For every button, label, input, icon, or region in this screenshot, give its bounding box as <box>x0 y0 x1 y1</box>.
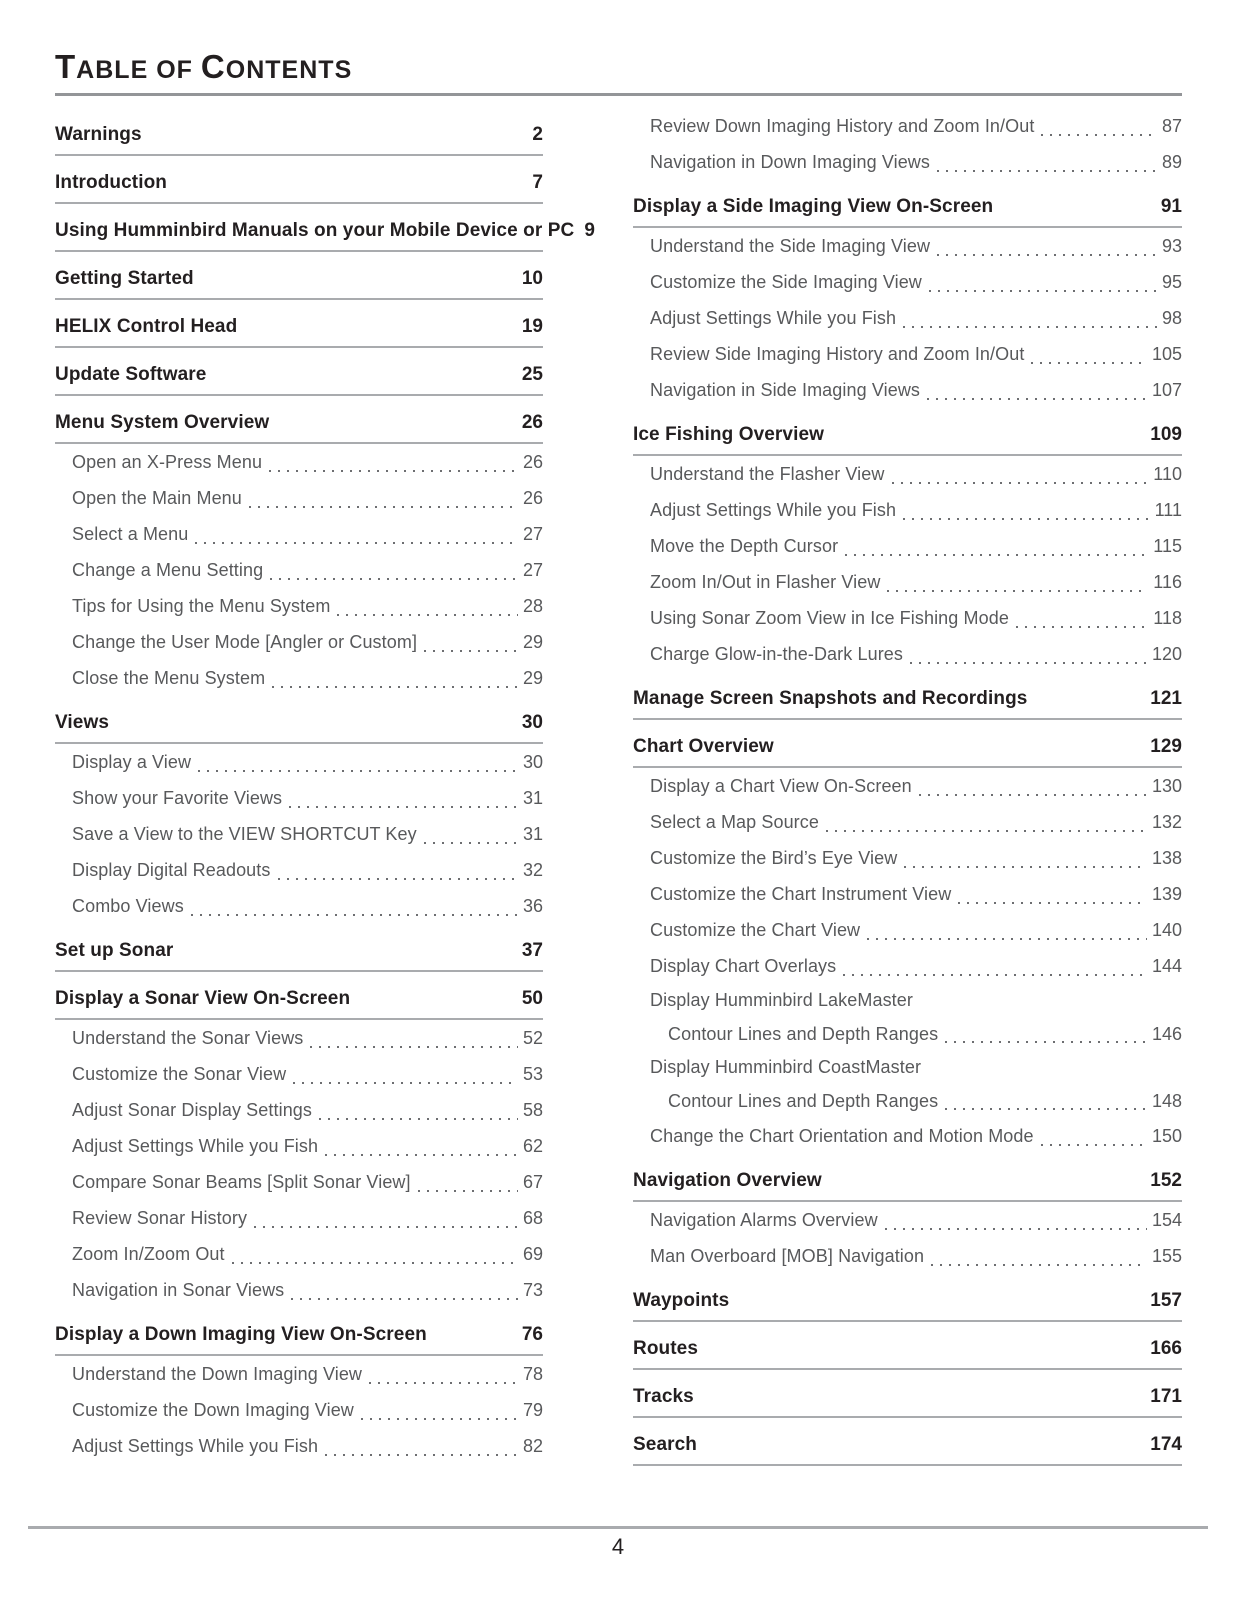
toc-entry-title: Review Sonar History <box>72 1208 248 1228</box>
toc-entry-row <box>633 564 1182 600</box>
dot-leader <box>270 578 518 580</box>
toc-entry-row <box>633 144 1182 180</box>
toc-entry-row <box>633 108 1182 144</box>
toc-section-page-number: 129 <box>1150 736 1182 757</box>
toc-entry-page-number: 87 <box>1161 116 1182 136</box>
dot-leader <box>278 878 518 880</box>
toc-section-page-number: 109 <box>1150 424 1182 445</box>
toc-entry-row <box>55 1128 543 1164</box>
toc-entry-page-number: 82 <box>522 1436 543 1456</box>
toc-entry-row <box>55 1200 543 1236</box>
toc-section-row <box>633 1431 1182 1466</box>
toc-entry-title: Select a Map Source <box>650 812 819 832</box>
toc-section-row <box>633 421 1182 456</box>
toc-section-row <box>633 1383 1182 1418</box>
dot-leader <box>1031 362 1146 364</box>
toc-entry-page-number: 78 <box>522 1364 543 1384</box>
toc-entry-page-number: 120 <box>1151 644 1182 664</box>
toc-section-title: Waypoints <box>633 1290 730 1311</box>
toc-entry-title: Open an X-Press Menu <box>72 452 263 472</box>
dot-leader <box>269 470 518 472</box>
toc-entry-title: Show your Favorite Views <box>72 788 283 808</box>
toc-entry-title: Navigation in Side Imaging Views <box>650 380 921 400</box>
toc-entry-page-number: 69 <box>522 1244 543 1264</box>
toc-entry-title: Customize the Bird’s Eye View <box>650 848 898 868</box>
toc-entry-title: Customize the Down Imaging View <box>72 1400 354 1420</box>
toc-entry-title: Review Side Imaging History and Zoom In/Out <box>650 344 1025 364</box>
toc-entry-title: Review Down Imaging History and Zoom In/Out <box>650 116 1035 136</box>
toc-section-page-number: 7 <box>532 172 543 193</box>
toc-entry-page-number: 98 <box>1161 308 1182 328</box>
toc-entry-title: Zoom In/Zoom Out <box>72 1244 225 1264</box>
toc-entry-row <box>55 816 543 852</box>
toc-entry-title: Understand the Flasher View <box>650 464 885 484</box>
dot-leader <box>254 1226 518 1228</box>
dot-leader <box>424 842 518 844</box>
dot-leader <box>325 1154 518 1156</box>
toc-entry-row <box>633 600 1182 636</box>
dot-leader <box>198 770 518 772</box>
dot-leader <box>919 794 1147 796</box>
toc-entry-row <box>633 840 1182 876</box>
toc-section-page-number: 50 <box>521 988 543 1009</box>
toc-entry-row <box>55 1428 543 1464</box>
toc-entry-page-number: 73 <box>522 1280 543 1300</box>
toc-entry-title: Change a Menu Setting <box>72 560 264 580</box>
toc-entry-page-number: 89 <box>1161 152 1182 172</box>
toc-entry-title: Customize the Chart Instrument View <box>650 884 952 904</box>
toc-entry-row <box>633 804 1182 840</box>
toc-entry-page-number: 107 <box>1151 380 1182 400</box>
toc-entry-title-line2: Contour Lines and Depth Ranges <box>668 1091 939 1111</box>
toc-column-left <box>55 108 595 1464</box>
toc-section-title: Ice Fishing Overview <box>633 424 825 445</box>
toc-section-title: Warnings <box>55 124 142 145</box>
toc-entry-title: Close the Menu System <box>72 668 266 688</box>
toc-section-row <box>55 409 543 444</box>
toc-entry-page-number: 140 <box>1151 920 1182 940</box>
toc-entry-title: Display a View <box>72 752 192 772</box>
toc-entry-page-number: 31 <box>522 824 543 844</box>
toc-entry-row <box>55 480 543 516</box>
toc-entry-row <box>633 528 1182 564</box>
toc-entry-page-number: 79 <box>522 1400 543 1420</box>
toc-section-page-number: 25 <box>521 364 543 385</box>
toc-entry-page-number: 26 <box>522 452 543 472</box>
dot-leader <box>826 830 1147 832</box>
toc-entry-page-number: 31 <box>522 788 543 808</box>
dot-leader <box>325 1454 518 1456</box>
toc-section-title: Update Software <box>55 364 207 385</box>
footer-divider <box>28 1526 1208 1529</box>
toc-section-row <box>55 121 543 156</box>
toc-section-title: Search <box>633 1434 697 1455</box>
toc-entry-title: Navigation in Down Imaging Views <box>650 152 931 172</box>
toc-entry-page-number: 30 <box>522 752 543 772</box>
dot-leader <box>289 806 518 808</box>
toc-entry-row <box>55 588 543 624</box>
toc-section-page-number: 10 <box>521 268 543 289</box>
toc-entry-page-number: 138 <box>1151 848 1182 868</box>
toc-entry-title: Adjust Settings While you Fish <box>650 500 897 520</box>
dot-leader <box>195 542 518 544</box>
toc-section-title: Views <box>55 712 110 733</box>
toc-section-page-number: 30 <box>521 712 543 733</box>
toc-entry-row <box>55 516 543 552</box>
toc-section-page-number: 37 <box>521 940 543 961</box>
toc-section-title: HELIX Control Head <box>55 316 238 337</box>
toc-entry-page-number: 28 <box>522 596 543 616</box>
toc-section-page-number: 9 <box>584 220 595 241</box>
toc-section-title: Routes <box>633 1338 698 1359</box>
toc-section-row <box>633 1287 1182 1322</box>
toc-section-page-number: 76 <box>521 1324 543 1345</box>
toc-entry-page-number: 29 <box>522 632 543 652</box>
toc-section-row <box>633 193 1182 228</box>
toc-entry-row <box>55 888 543 924</box>
toc-entry-page-number: 26 <box>522 488 543 508</box>
dot-leader <box>1041 134 1157 136</box>
dot-leader <box>937 254 1157 256</box>
toc-entry-title: Navigation in Sonar Views <box>72 1280 285 1300</box>
dot-leader <box>843 974 1147 976</box>
toc-section-row <box>633 685 1182 720</box>
toc-entry-row <box>55 1356 543 1392</box>
toc-entry-page-number: 146 <box>1151 1024 1182 1044</box>
dot-leader <box>910 662 1147 664</box>
toc-section-row <box>55 937 543 972</box>
toc-section-row <box>55 313 543 348</box>
toc-entry-row <box>55 1236 543 1272</box>
toc-section-row <box>55 1321 543 1356</box>
toc-entry-title: Understand the Down Imaging View <box>72 1364 363 1384</box>
toc-entry-title: Man Overboard [MOB] Navigation <box>650 1246 925 1266</box>
toc-entry-title: Display Chart Overlays <box>650 956 837 976</box>
toc-entry-row <box>633 1017 1182 1051</box>
toc-section-row <box>633 733 1182 768</box>
toc-entry-title: Display Humminbird LakeMaster <box>650 990 913 1010</box>
toc-entry-row <box>633 456 1182 492</box>
toc-entry-title: Display a Chart View On-Screen <box>650 776 912 796</box>
toc-section-row <box>55 361 543 396</box>
toc-entry-row <box>633 372 1182 408</box>
toc-entry-title: Compare Sonar Beams [Split Sonar View] <box>72 1172 411 1192</box>
dot-leader <box>945 1108 1147 1110</box>
dot-leader <box>903 518 1150 520</box>
dot-leader <box>885 1228 1147 1230</box>
dot-leader <box>191 914 518 916</box>
toc-entry-title: Customize the Sonar View <box>72 1064 287 1084</box>
toc-entry-row <box>633 1084 1182 1118</box>
toc-entry-title: Select a Menu <box>72 524 189 544</box>
toc-entry-row <box>633 336 1182 372</box>
toc-entry-page-number: 154 <box>1151 1210 1182 1230</box>
toc-section-title: Using Humminbird Manuals on your Mobile Device or PC <box>55 220 575 241</box>
toc-entry-page-number: 155 <box>1151 1246 1182 1266</box>
toc-section-title: Navigation Overview <box>633 1170 822 1191</box>
toc-entry-page-number: 27 <box>522 560 543 580</box>
toc-entry-row <box>55 852 543 888</box>
toc-entry-page-number: 95 <box>1161 272 1182 292</box>
toc-section-row <box>633 1167 1182 1202</box>
toc-section-title: Display a Down Imaging View On-Screen <box>55 1324 427 1345</box>
toc-entry-row <box>55 660 543 696</box>
toc-entry-page-number: 52 <box>522 1028 543 1048</box>
toc-entry-title: Understand the Side Imaging View <box>650 236 931 256</box>
dot-leader <box>937 170 1157 172</box>
toc-section-title: Manage Screen Snapshots and Recordings <box>633 688 1028 709</box>
page-title: TABLE OF CONTENTS <box>55 48 1182 96</box>
toc-entry-row <box>633 1202 1182 1238</box>
toc-entry-row <box>55 780 543 816</box>
dot-leader <box>892 482 1149 484</box>
dot-leader <box>319 1118 518 1120</box>
dot-leader <box>1041 1144 1147 1146</box>
toc-entry-page-number: 27 <box>522 524 543 544</box>
toc-entry-row <box>55 1164 543 1200</box>
toc-entry-row <box>633 492 1182 528</box>
toc-section-row <box>55 169 543 204</box>
toc-entry-row <box>633 768 1182 804</box>
toc-entry-title: Understand the Sonar Views <box>72 1028 304 1048</box>
dot-leader <box>867 938 1147 940</box>
toc-entry-title: Charge Glow-in-the-Dark Lures <box>650 644 903 664</box>
toc-entry-row <box>633 984 1182 1017</box>
toc-entry-row <box>55 744 543 780</box>
toc-entry-title: Change the User Mode [Angler or Custom] <box>72 632 418 652</box>
toc-entry-page-number: 29 <box>522 668 543 688</box>
toc-section-row <box>633 1335 1182 1370</box>
toc-entry-page-number: 36 <box>522 896 543 916</box>
toc-entry-page-number: 139 <box>1151 884 1182 904</box>
toc-entry-title: Save a View to the VIEW SHORTCUT Key <box>72 824 417 844</box>
toc-section-page-number: 19 <box>521 316 543 337</box>
dot-leader <box>958 902 1147 904</box>
toc-entry-title: Display Humminbird CoastMaster <box>650 1057 922 1077</box>
toc-entry-row <box>633 264 1182 300</box>
toc-section-title: Getting Started <box>55 268 194 289</box>
toc-entry-title: Display Digital Readouts <box>72 860 271 880</box>
toc-section-page-number: 157 <box>1150 1290 1182 1311</box>
toc-entry-page-number: 110 <box>1153 464 1182 484</box>
toc-entry-row <box>55 624 543 660</box>
toc-entry-row <box>55 1392 543 1428</box>
toc-entry-row <box>55 1020 543 1056</box>
toc-section-page-number: 171 <box>1150 1386 1182 1407</box>
toc-section-row <box>55 985 543 1020</box>
toc-section-row <box>55 265 543 300</box>
toc-entry-title: Adjust Settings While you Fish <box>650 308 897 328</box>
toc-section-title: Chart Overview <box>633 736 774 757</box>
toc-section-page-number: 2 <box>532 124 543 145</box>
dot-leader <box>887 590 1148 592</box>
dot-leader <box>293 1082 518 1084</box>
toc-entry-page-number: 116 <box>1153 572 1182 592</box>
toc-entry-page-number: 150 <box>1151 1126 1182 1146</box>
toc-section-page-number: 26 <box>521 412 543 433</box>
toc-entry-row <box>633 228 1182 264</box>
toc-entry-page-number: 93 <box>1161 236 1182 256</box>
toc-entry-title: Tips for Using the Menu System <box>72 596 331 616</box>
dot-leader <box>1016 626 1148 628</box>
toc-section-page-number: 91 <box>1160 196 1182 217</box>
toc-entry-row <box>633 948 1182 984</box>
page-header <box>55 48 1182 96</box>
dot-leader <box>945 1041 1147 1043</box>
toc-entry-title: Navigation Alarms Overview <box>650 1210 878 1230</box>
toc-entry-page-number: 130 <box>1151 776 1182 796</box>
toc-entry-row <box>633 300 1182 336</box>
dot-leader <box>272 686 518 688</box>
toc-entry-page-number: 111 <box>1154 500 1182 520</box>
dot-leader <box>418 1190 518 1192</box>
toc-entry-row <box>633 876 1182 912</box>
dot-leader <box>931 1264 1147 1266</box>
toc-entry-row <box>633 1051 1182 1084</box>
toc-section-title: Display a Sonar View On-Screen <box>55 988 351 1009</box>
toc-entry-title: Adjust Settings While you Fish <box>72 1136 319 1156</box>
toc-section-page-number: 166 <box>1150 1338 1182 1359</box>
toc-entry-row <box>633 1238 1182 1274</box>
toc-entry-row <box>55 444 543 480</box>
toc-section-title: Display a Side Imaging View On-Screen <box>633 196 994 217</box>
toc-entry-row <box>55 1056 543 1092</box>
toc-entry-page-number: 132 <box>1151 812 1182 832</box>
toc-section-title: Set up Sonar <box>55 940 174 961</box>
toc-entry-row <box>633 1118 1182 1154</box>
toc-entry-title: Move the Depth Cursor <box>650 536 839 556</box>
footer-page-number: 4 <box>611 1534 625 1559</box>
toc-entry-page-number: 118 <box>1153 608 1182 628</box>
toc-columns <box>55 108 1182 1466</box>
toc-entry-title: Adjust Settings While you Fish <box>72 1436 319 1456</box>
dot-leader <box>903 326 1157 328</box>
toc-entry-page-number: 62 <box>522 1136 543 1156</box>
dot-leader <box>361 1418 518 1420</box>
toc-entry-page-number: 67 <box>522 1172 543 1192</box>
dot-leader <box>904 866 1147 868</box>
toc-entry-page-number: 32 <box>522 860 543 880</box>
toc-entry-page-number: 58 <box>522 1100 543 1120</box>
toc-section-page-number: 121 <box>1150 688 1182 709</box>
dot-leader <box>845 554 1148 556</box>
dot-leader <box>424 650 518 652</box>
dot-leader <box>369 1382 518 1384</box>
toc-entry-title: Customize the Side Imaging View <box>650 272 922 292</box>
toc-entry-page-number: 148 <box>1151 1091 1182 1111</box>
toc-entry-title: Change the Chart Orientation and Motion Mode <box>650 1126 1034 1146</box>
toc-section-page-number: 152 <box>1150 1170 1182 1191</box>
toc-entry-row <box>55 1092 543 1128</box>
dot-leader <box>310 1046 518 1048</box>
toc-entry-row <box>633 636 1182 672</box>
toc-entry-title: Open the Main Menu <box>72 488 242 508</box>
toc-entry-page-number: 105 <box>1151 344 1182 364</box>
toc-entry-title: Combo Views <box>72 896 184 916</box>
toc-entry-title-line2: Contour Lines and Depth Ranges <box>668 1024 939 1044</box>
toc-entry-title: Zoom In/Out in Flasher View <box>650 572 881 592</box>
toc-entry-row <box>633 912 1182 948</box>
dot-leader <box>249 506 518 508</box>
toc-column-right <box>633 108 1182 1466</box>
toc-section-title: Menu System Overview <box>55 412 270 433</box>
toc-section-title: Tracks <box>633 1386 694 1407</box>
toc-section-row <box>55 217 595 252</box>
toc-entry-row <box>55 1272 543 1308</box>
toc-section-title: Introduction <box>55 172 168 193</box>
toc-section-row <box>55 709 543 744</box>
toc-entry-page-number: 115 <box>1153 536 1182 556</box>
toc-entry-page-number: 68 <box>522 1208 543 1228</box>
toc-entry-page-number: 53 <box>522 1064 543 1084</box>
toc-entry-row <box>55 552 543 588</box>
dot-leader <box>927 398 1147 400</box>
dot-leader <box>337 614 518 616</box>
toc-entry-page-number: 144 <box>1151 956 1182 976</box>
toc-entry-title: Customize the Chart View <box>650 920 861 940</box>
toc-section-page-number: 174 <box>1150 1434 1182 1455</box>
toc-entry-title: Using Sonar Zoom View in Ice Fishing Mode <box>650 608 1009 628</box>
dot-leader <box>291 1298 518 1300</box>
toc-entry-title: Adjust Sonar Display Settings <box>72 1100 313 1120</box>
dot-leader <box>929 290 1157 292</box>
dot-leader <box>232 1262 518 1264</box>
